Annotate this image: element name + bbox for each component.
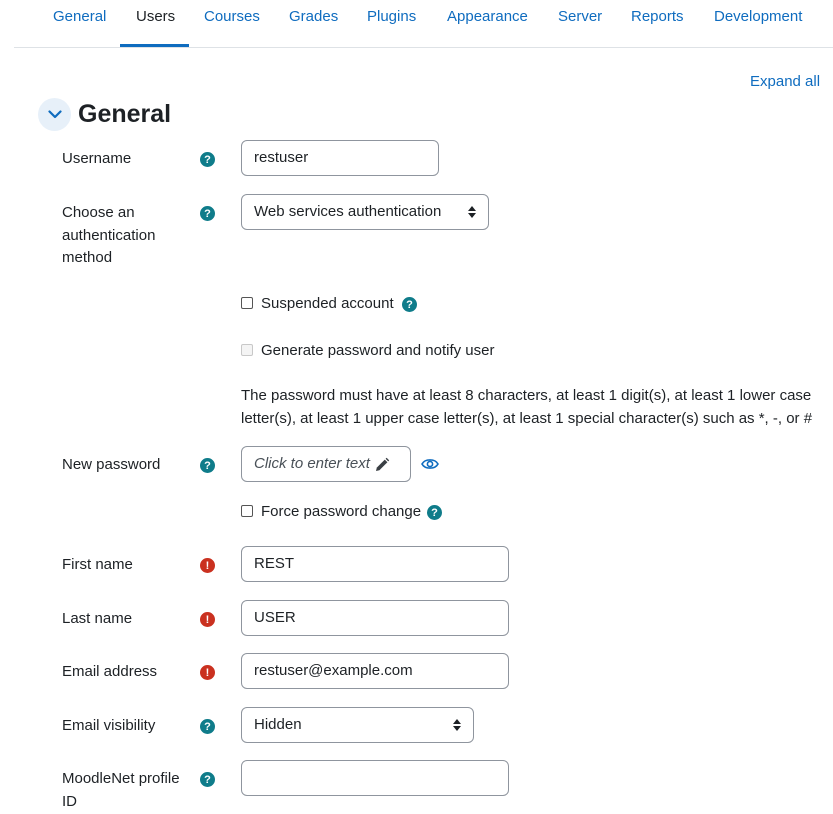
help-icon[interactable]: ? [200, 458, 215, 473]
expand-all-link[interactable]: Expand all [750, 73, 821, 90]
email-visibility-value: Hidden [254, 716, 302, 733]
force-password-change-label: Force password change [261, 503, 422, 520]
help-icon[interactable]: ? [402, 297, 417, 312]
required-icon: ! [200, 612, 215, 627]
username-label: Username [62, 150, 132, 167]
email-visibility-label: Email visibility [62, 717, 156, 734]
tab-development[interactable]: Development [714, 8, 803, 25]
suspended-label: Suspended account [261, 295, 394, 312]
last-name-label: Last name [62, 610, 133, 627]
select-arrows-icon [453, 719, 461, 731]
tab-reports[interactable]: Reports [631, 8, 684, 25]
first-name-input[interactable]: REST [241, 546, 509, 582]
help-icon[interactable]: ? [200, 772, 215, 787]
moodlenet-input[interactable] [241, 760, 509, 796]
first-name-label: First name [62, 556, 133, 573]
email-visibility-select[interactable] [241, 707, 474, 743]
email-input[interactable]: restuser@example.com [241, 653, 509, 689]
auth-method-label: Choose an authentication method [62, 204, 156, 266]
tab-server[interactable]: Server [558, 8, 603, 25]
tab-plugins[interactable]: Plugins [367, 8, 417, 25]
tab-general[interactable]: General [53, 8, 107, 25]
moodlenet-label: MoodleNet profile ID [62, 770, 180, 810]
active-tab-indicator [120, 44, 189, 47]
last-name-input[interactable]: USER [241, 600, 509, 636]
tab-appearance[interactable]: Appearance [447, 8, 528, 25]
tab-courses[interactable]: Courses [204, 8, 260, 25]
auth-method-select[interactable] [241, 194, 489, 230]
help-icon[interactable]: ? [200, 719, 215, 734]
pencil-icon [374, 457, 390, 473]
required-icon: ! [200, 558, 215, 573]
help-icon[interactable]: ? [427, 505, 442, 520]
generate-password-checkbox[interactable] [241, 344, 253, 356]
password-policy-text: The password must have at least 8 characters, at least 1 digit(s), at least 1 lower case letter(s), at least 1 upper case letter(s), at least 1 special character(s) such as *, -, or # [241, 387, 813, 427]
collapse-section-button[interactable] [38, 98, 71, 131]
chevron-down-icon [48, 110, 62, 119]
reveal-password-icon[interactable] [421, 458, 439, 470]
admin-tabs [14, 0, 833, 48]
select-arrows-icon [468, 206, 476, 218]
force-password-change-checkbox[interactable] [241, 505, 253, 517]
help-icon[interactable]: ? [200, 152, 215, 167]
new-password-input[interactable] [241, 446, 411, 482]
email-label: Email address [62, 663, 158, 680]
suspended-checkbox[interactable] [241, 297, 253, 309]
required-icon: ! [200, 665, 215, 680]
generate-password-label: Generate password and notify user [261, 342, 495, 359]
section-title: General [78, 100, 172, 128]
tab-grades[interactable]: Grades [289, 8, 339, 25]
auth-method-value: Web services authentication [254, 203, 442, 220]
username-input[interactable]: restuser [241, 140, 439, 176]
help-icon[interactable]: ? [200, 206, 215, 221]
new-password-placeholder: Click to enter text [254, 455, 370, 472]
tab-users[interactable]: Users [136, 8, 176, 25]
new-password-label: New password [62, 456, 161, 473]
